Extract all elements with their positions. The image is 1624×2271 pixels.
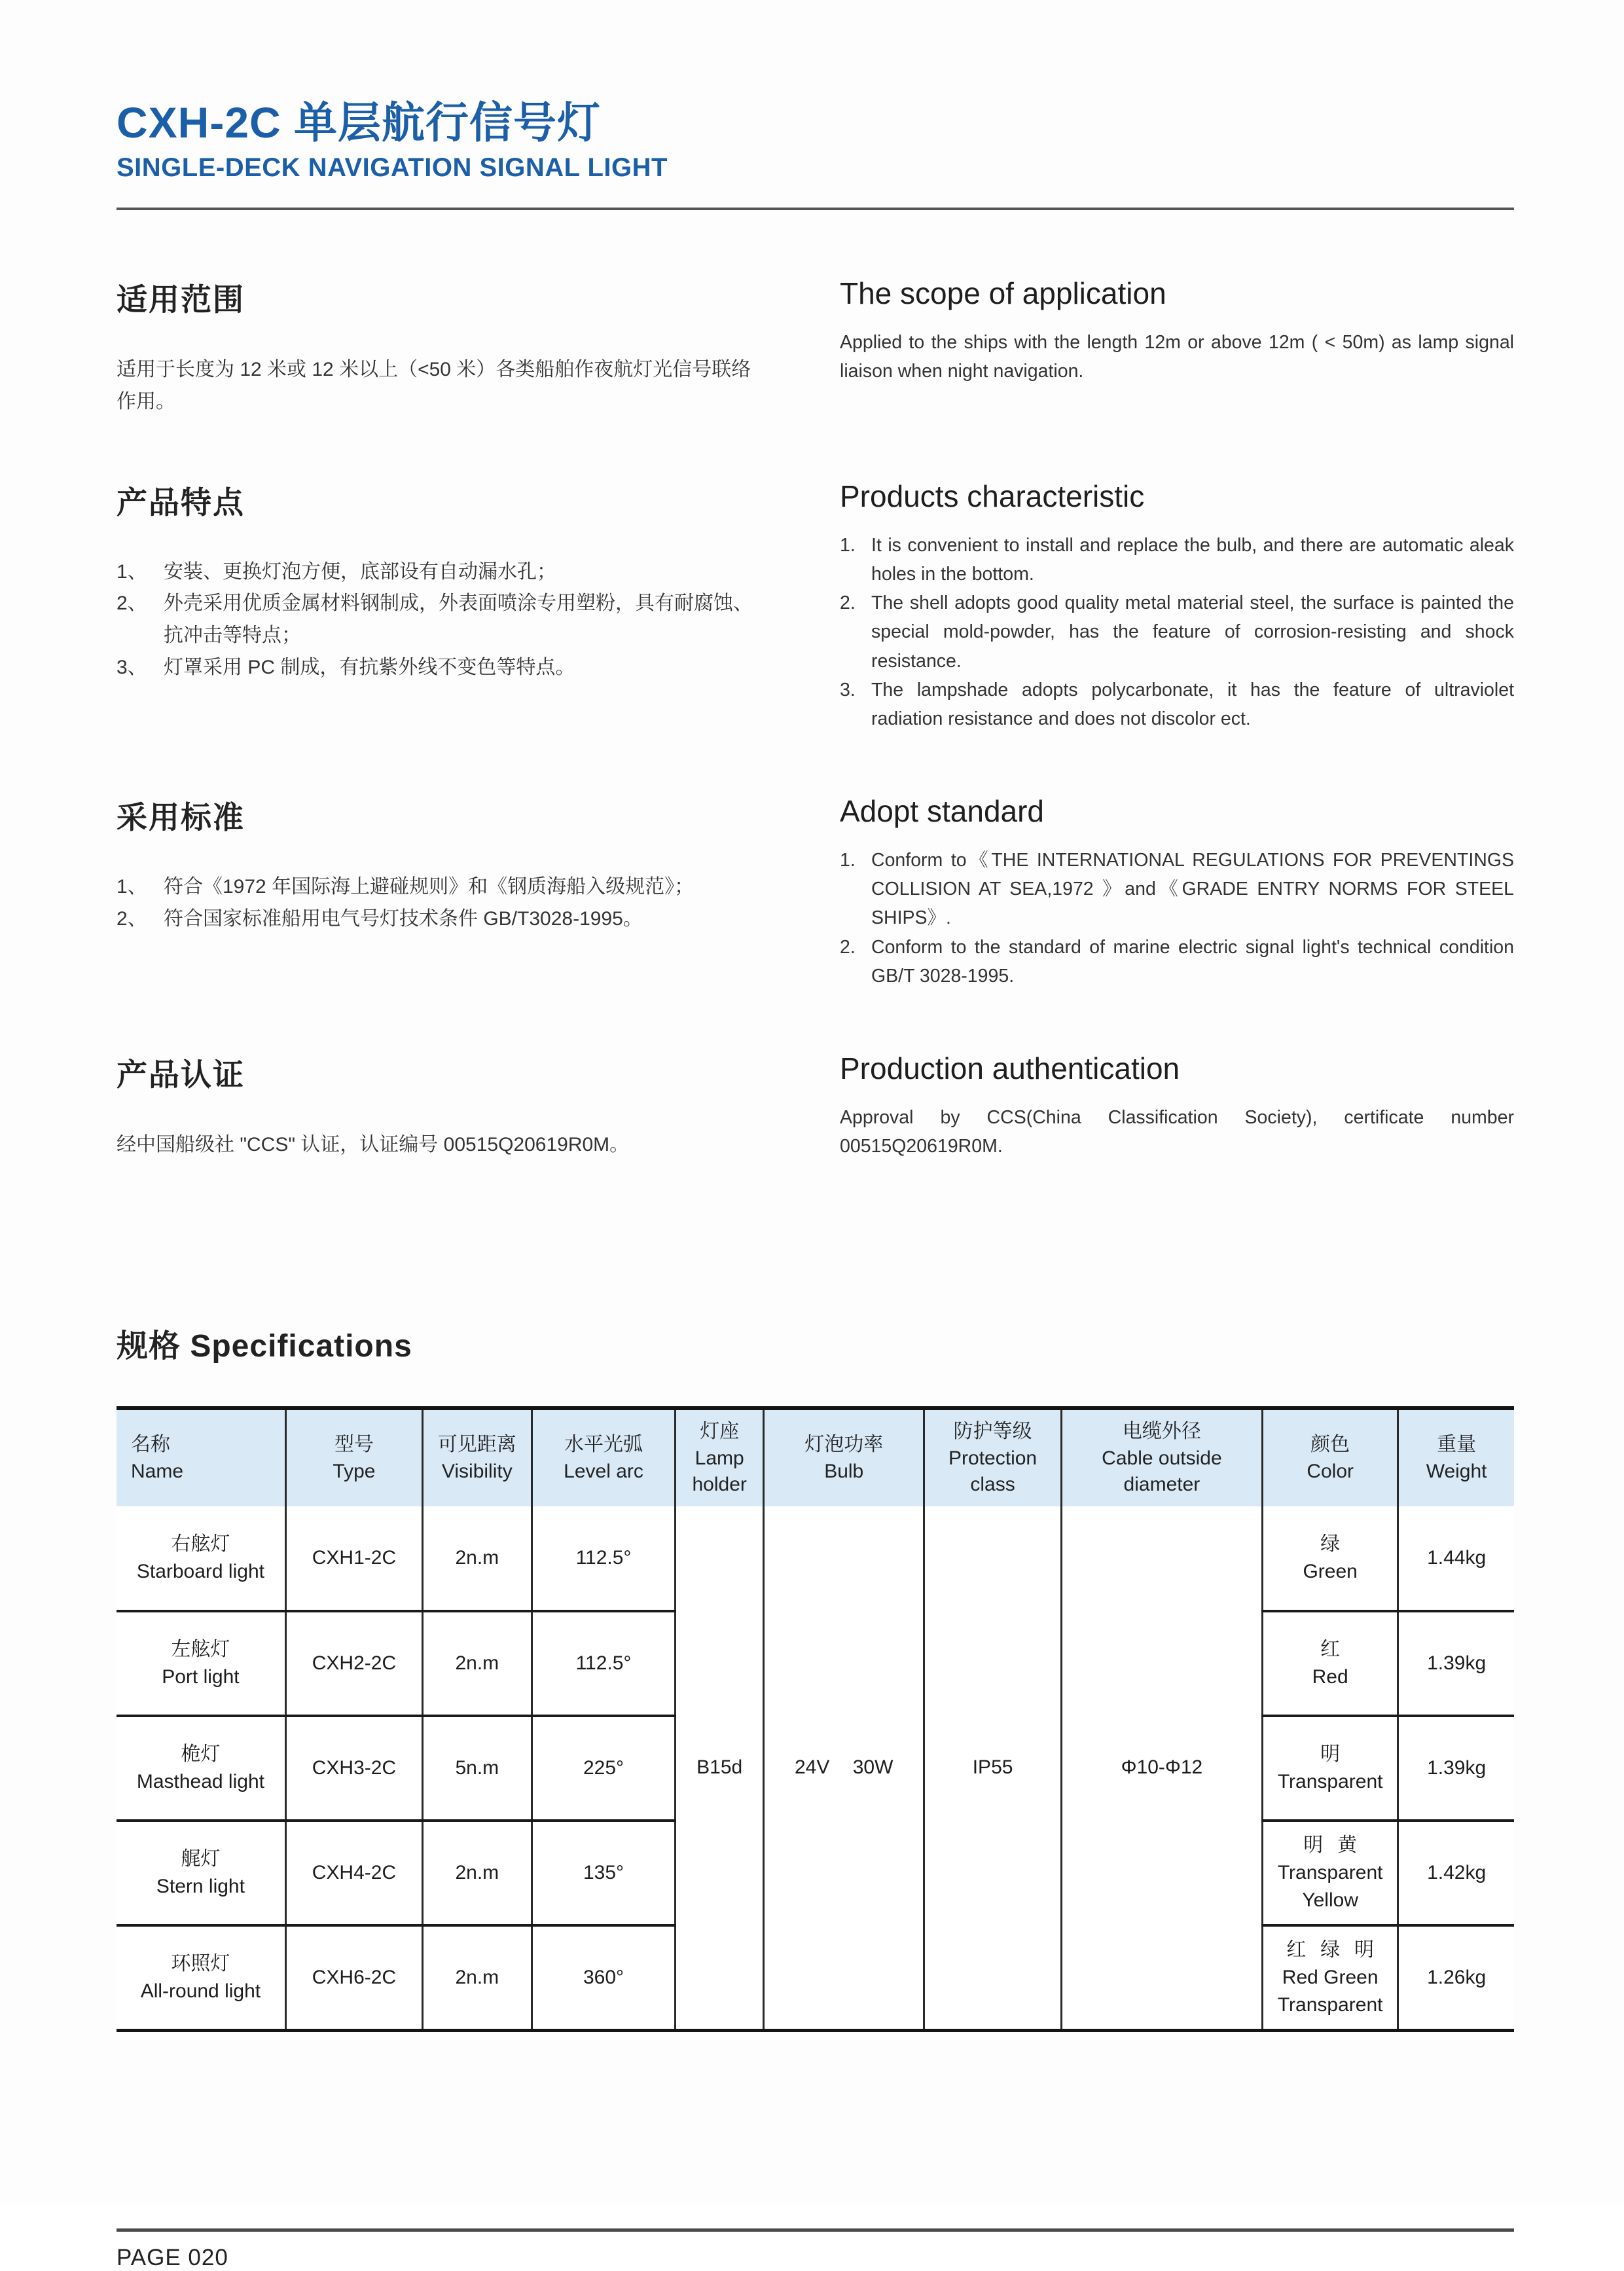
item-text: 灯罩采用 PC 制成，有抗紫外线不变色等特点。 (164, 656, 575, 678)
title-divider (117, 208, 1514, 210)
specifications-table (117, 1406, 1514, 2032)
cell-weight: 1.26kg (1398, 1925, 1514, 2030)
item-text: It is convenient to install and replace the bulb, and there are automatic aleak holes in the bottom. (871, 534, 1514, 585)
section-standard-cn (117, 793, 755, 990)
cell-level-arc: 360° (532, 1925, 676, 2030)
cell-type: CXH3-2C (285, 1716, 422, 1821)
item-text: The lampshade adopts polycarbonate, it has the feature of ultraviolet radiation resistance and does not discolor ect. (871, 679, 1514, 729)
section-certification-en (840, 1051, 1514, 1161)
list-item (117, 588, 755, 651)
col-header-cable: 电缆外径 Cable outside diameter (1061, 1408, 1262, 1506)
section-features-en (840, 479, 1514, 733)
cell-cable-shared: Φ10-Φ12 (1061, 1506, 1262, 2030)
item-text: 符合国家标准船用电气号灯技术条件 GB/T3028-1995。 (164, 907, 643, 930)
section-body: Applied to the ships with the length 12m or above 12m ( < 50m) as lamp signal liaison when night navigation. (840, 331, 1514, 382)
cell-level-arc: 135° (532, 1821, 676, 1925)
page-title-en: SINGLE-DECK NAVIGATION SIGNAL LIGHT (117, 153, 668, 182)
col-header-color: 颜色 Color (1263, 1408, 1398, 1506)
item-number: 1、 (117, 876, 147, 898)
cell-visibility: 5n.m (423, 1716, 532, 1821)
sections-grid (117, 276, 1514, 1222)
list-item (840, 676, 1514, 733)
section-heading: The scope of application (840, 276, 1166, 310)
col-header-protection: 防护等级 Protection class (924, 1408, 1061, 1506)
cell-visibility: 2n.m (423, 1611, 532, 1716)
list-item (840, 531, 1514, 589)
section-heading: 产品特点 (117, 484, 245, 520)
item-text: 安装、更换灯泡方便，底部设有自动漏水孔； (164, 560, 556, 583)
col-header-type: 型号 Type (285, 1408, 422, 1506)
cell-protection-shared: IP55 (924, 1506, 1061, 2030)
table-header-row (117, 1408, 1514, 1506)
item-number: 2. (840, 936, 856, 958)
section-scope-en (840, 276, 1514, 418)
section-features-cn (117, 479, 755, 733)
section-body: 经中国船级社 "CCS" 认证，认证编号 00515Q20619R0M。 (117, 1133, 630, 1155)
standard-list-en (840, 846, 1514, 990)
cell-type: CXH1-2C (285, 1506, 422, 1611)
section-certification-cn (117, 1051, 755, 1161)
item-number: 2、 (117, 907, 147, 930)
section-scope-cn (117, 276, 755, 418)
cell-type: CXH2-2C (285, 1611, 422, 1716)
standard-list-cn (117, 871, 755, 935)
cell-name: 环照灯 All-round light (117, 1925, 285, 2030)
section-heading: 适用范围 (117, 282, 245, 317)
cell-weight: 1.39kg (1398, 1716, 1514, 1821)
col-header-weight: 重量 Weight (1398, 1408, 1514, 1506)
cell-color: 红 Red (1263, 1611, 1398, 1716)
col-header-name: 名称 Name (117, 1408, 285, 1506)
section-heading: Production authentication (840, 1051, 1180, 1085)
section-heading: Products characteristic (840, 479, 1145, 513)
cell-type: CXH4-2C (285, 1821, 422, 1925)
cell-type: CXH6-2C (285, 1925, 422, 2030)
list-item (840, 933, 1514, 990)
footer-divider (117, 2228, 1514, 2232)
cell-color: 明 Transparent (1263, 1716, 1398, 1821)
cell-name: 左舷灯 Port light (117, 1611, 285, 1716)
list-item (117, 652, 755, 684)
page-number: PAGE 020 (117, 2244, 228, 2270)
item-number: 1. (840, 850, 856, 871)
cell-bulb-shared: 24V 30W (763, 1506, 924, 2030)
col-header-level-arc: 水平光弧 Level arc (532, 1408, 676, 1506)
col-header-lamp-holder: 灯座 Lamp holder (676, 1408, 764, 1506)
table-row (117, 1506, 1514, 1611)
section-standard-en (840, 793, 1514, 990)
cell-color: 绿 Green (1263, 1506, 1398, 1611)
specifications-heading: 规格 Specifications (117, 1329, 412, 1364)
cell-name: 艉灯 Stern light (117, 1821, 285, 1925)
cell-name: 右舷灯 Starboard light (117, 1506, 285, 1611)
section-heading: 采用标准 (117, 800, 245, 835)
list-item (117, 871, 755, 903)
cell-lamp-holder-shared: B15d (676, 1506, 764, 2030)
cell-level-arc: 225° (532, 1716, 676, 1821)
cell-color: 明 黄 Transparent Yellow (1263, 1821, 1398, 1925)
list-item (840, 589, 1514, 676)
item-text: 外壳采用优质金属材料钢制成，外表面喷涂专用塑粉，具有耐腐蚀、抗冲击等特点； (164, 592, 753, 647)
section-heading: 产品认证 (117, 1057, 245, 1092)
list-item (840, 846, 1514, 933)
item-text: The shell adopts good quality metal material steel, the surface is painted the special mold-powder, has the feature of corrosion-resisting and shock resistance. (871, 592, 1514, 672)
cell-weight: 1.42kg (1398, 1821, 1514, 1925)
cell-level-arc: 112.5° (532, 1506, 676, 1611)
item-text: Conform to《THE INTERNATIONAL REGULATIONS FOR PREVENTINGS COLLISION AT SEA,1972 》and《GRADE ENTRY NORMS FOR STEEL SHIPS》. (871, 850, 1514, 929)
item-number: 3. (840, 679, 856, 700)
item-number: 1. (840, 534, 856, 556)
col-header-visibility: 可见距离 Visibility (423, 1408, 532, 1506)
cell-visibility: 2n.m (423, 1506, 532, 1611)
item-number: 3、 (117, 656, 147, 678)
cell-weight: 1.39kg (1398, 1611, 1514, 1716)
cell-name: 桅灯 Masthead light (117, 1716, 285, 1821)
page-title-cn: CXH-2C 单层航行信号灯 (117, 98, 602, 147)
cell-weight: 1.44kg (1398, 1506, 1514, 1611)
list-item (117, 903, 755, 936)
item-text: 符合《1972 年国际海上避碰规则》和《钢质海船入级规范》； (164, 876, 695, 898)
cell-level-arc: 112.5° (532, 1611, 676, 1716)
feature-list-cn (117, 556, 755, 683)
feature-list-en (840, 531, 1514, 733)
item-number: 2. (840, 592, 856, 614)
item-number: 2、 (117, 592, 147, 615)
item-text: Conform to the standard of marine electric signal light's technical condition GB/T 3028-1995. (871, 936, 1514, 987)
section-body: 适用于长度为 12 米或 12 米以上（<50 米）各类船舶作夜航灯光信号联络作用。 (117, 358, 751, 413)
col-header-bulb: 灯泡功率 Bulb (763, 1408, 924, 1506)
section-heading: Adopt standard (840, 794, 1045, 829)
cell-visibility: 2n.m (423, 1925, 532, 2030)
cell-visibility: 2n.m (423, 1821, 532, 1925)
section-body: Approval by CCS(China Classification Society), certificate number 00515Q20619R0M. (840, 1106, 1514, 1157)
item-number: 1、 (117, 560, 147, 583)
list-item (117, 556, 755, 589)
cell-color: 红 绿 明 Red Green Transparent (1263, 1925, 1398, 2030)
